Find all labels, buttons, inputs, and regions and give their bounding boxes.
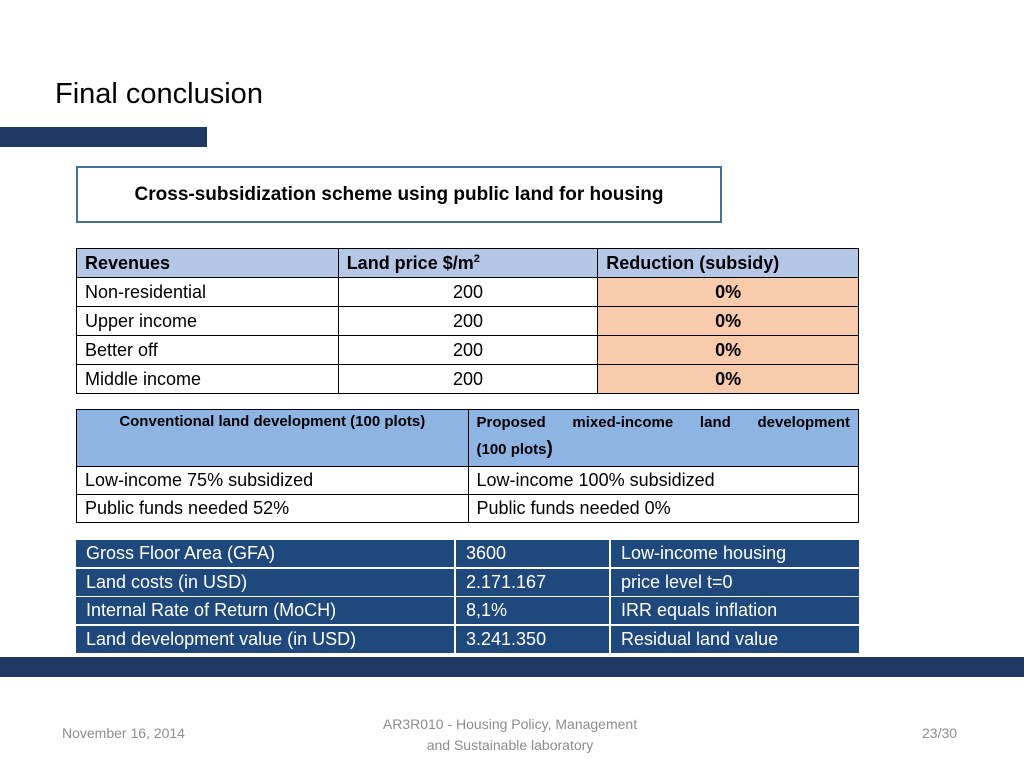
row-label: Non-residential	[77, 278, 339, 307]
title-accent-bar	[0, 127, 207, 147]
row-reduction: 0%	[598, 336, 859, 365]
header-land-price	[338, 249, 598, 278]
footer-accent-bar	[0, 657, 1024, 677]
row-reduction: 0%	[598, 365, 859, 394]
summary-label: Gross Floor Area (GFA)	[76, 540, 454, 567]
table-row	[77, 278, 859, 307]
conventional-cell: Low-income 75% subsidized	[77, 467, 469, 495]
summary-label: Internal Rate of Return (MoCH)	[76, 597, 454, 624]
header-proposed-paren: )	[546, 438, 553, 459]
subtitle-box	[76, 166, 722, 223]
table-header-row	[77, 249, 859, 278]
header-proposed-line2	[477, 436, 851, 463]
header-conventional: Conventional land development (100 plots)	[77, 410, 469, 467]
summary-label: Land costs (in USD)	[76, 569, 454, 596]
row-label: Middle income	[77, 365, 339, 394]
table-header-row	[77, 410, 859, 467]
summary-row	[76, 569, 859, 596]
summary-row	[76, 540, 859, 567]
table-row	[77, 365, 859, 394]
header-proposed-line1: Proposed mixed-income land development	[476, 414, 850, 431]
row-land-price: 200	[338, 307, 598, 336]
comparison-table	[76, 409, 859, 523]
summary-note: Low-income housing	[611, 540, 859, 567]
footer-course-line2: and Sustainable laboratory	[426, 737, 594, 753]
header-land-price-sup: 2	[473, 252, 480, 265]
table-row	[77, 307, 859, 336]
header-proposed-line2-text: (100 plots	[476, 441, 547, 458]
summary-value: 8,1%	[456, 597, 609, 624]
revenue-table	[76, 248, 859, 394]
row-land-price: 200	[338, 278, 598, 307]
summary-note: Residual land value	[611, 626, 859, 653]
summary-value: 3.241.350	[456, 626, 609, 653]
row-land-price: 200	[338, 365, 598, 394]
slide-title: Final conclusion	[55, 78, 263, 110]
proposed-cell: Low-income 100% subsidized	[468, 467, 859, 495]
row-label: Better off	[77, 336, 339, 365]
summary-row	[76, 597, 859, 624]
header-reduction: Reduction (subsidy)	[598, 249, 859, 278]
header-revenues: Revenues	[77, 249, 339, 278]
row-reduction: 0%	[598, 307, 859, 336]
proposed-cell: Public funds needed 0%	[468, 495, 859, 523]
row-land-price: 200	[338, 336, 598, 365]
footer-date: November 16, 2014	[62, 725, 185, 741]
conventional-cell: Public funds needed 52%	[77, 495, 469, 523]
footer-course-line1: AR3R010 - Housing Policy, Management	[382, 716, 638, 732]
row-label: Upper income	[77, 307, 339, 336]
summary-note: price level t=0	[611, 569, 859, 596]
table-row	[77, 495, 859, 523]
summary-block	[76, 540, 859, 654]
table-row	[77, 467, 859, 495]
header-proposed	[468, 410, 859, 467]
footer-page-number: 23/30	[922, 725, 958, 741]
table-row	[77, 336, 859, 365]
row-reduction: 0%	[598, 278, 859, 307]
footer-course	[340, 714, 680, 756]
header-land-price-text: Land price $/m	[346, 252, 474, 273]
summary-value: 2.171.167	[456, 569, 609, 596]
summary-value: 3600	[456, 540, 609, 567]
summary-label: Land development value (in USD)	[76, 626, 454, 653]
summary-row	[76, 626, 859, 653]
summary-note: IRR equals inflation	[611, 597, 859, 624]
subtitle-text: Cross-subsidization scheme using public land for housing	[134, 183, 664, 205]
